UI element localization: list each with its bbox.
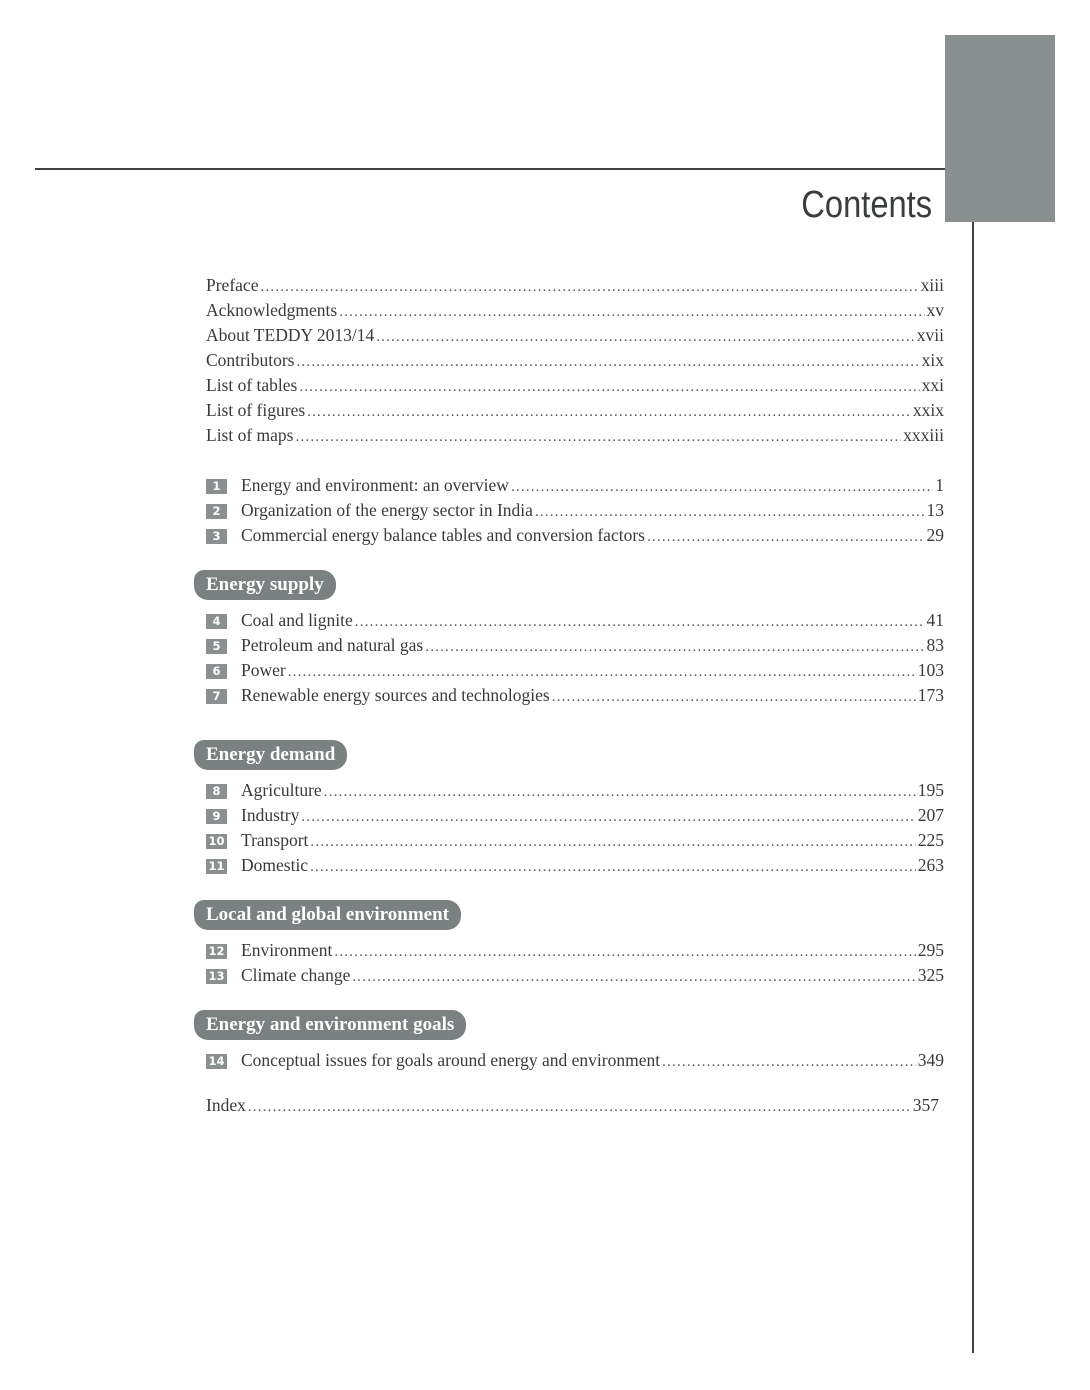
chapter-number-badge: 5: [206, 639, 227, 654]
toc-entry-label: Renewable energy sources and technologies: [241, 685, 550, 705]
leader-dots: [535, 504, 925, 521]
toc-entry-label: Commercial energy balance tables and conversion factors: [241, 525, 645, 545]
toc-chapter-4[interactable]: [206, 610, 944, 632]
toc-page-number: xiii: [920, 275, 944, 295]
toc-page-number: xv: [926, 300, 944, 320]
toc-entry-label: Petroleum and natural gas: [241, 635, 424, 655]
toc-entry-label: Conceptual issues for goals around energy and environment: [241, 1050, 661, 1070]
leader-dots: [299, 379, 919, 396]
toc-page-number: xvii: [916, 325, 944, 345]
toc-entry-label: List of maps: [206, 425, 294, 445]
vertical-rule: [972, 222, 974, 1353]
leader-dots: [307, 404, 911, 421]
page-title: Contents: [801, 184, 932, 226]
leader-dots: [310, 834, 915, 851]
leader-dots: [310, 859, 916, 876]
leader-dots: [511, 479, 933, 496]
leader-dots: [425, 639, 924, 656]
toc-entry-label: Coal and lignite: [241, 610, 353, 630]
toc-entry-label: Organization of the energy sector in India: [241, 500, 533, 520]
chapter-number-badge: 14: [206, 1054, 227, 1069]
toc-chapter-11[interactable]: [206, 855, 944, 877]
leader-dots: [662, 1054, 916, 1071]
toc-entry-label: Domestic: [241, 855, 309, 875]
chapter-number-badge: 12: [206, 944, 227, 959]
toc-page-number: 263: [917, 855, 944, 875]
toc-entry-index[interactable]: [206, 1095, 939, 1117]
toc-chapter-13[interactable]: [206, 965, 944, 987]
leader-dots: [260, 279, 918, 296]
toc-chapter-7[interactable]: [206, 685, 944, 707]
toc-page-number: 103: [917, 660, 944, 680]
toc-chapter-1[interactable]: [206, 475, 944, 497]
toc-chapter-12[interactable]: [206, 940, 944, 962]
section-heading-energy-demand: Energy demand: [194, 740, 347, 770]
leader-dots: [355, 614, 925, 631]
toc-entry-list-of-figures[interactable]: [206, 400, 944, 422]
toc-chapter-14[interactable]: [206, 1050, 944, 1072]
toc-page-number: 41: [926, 610, 944, 630]
toc-entry-label: Acknowledgments: [206, 300, 338, 320]
toc-entry-preface[interactable]: [206, 275, 944, 297]
chapter-number-badge: 1: [206, 479, 227, 494]
toc-entry-label: List of figures: [206, 400, 306, 420]
toc-page-number: 1: [935, 475, 944, 495]
leader-dots: [339, 304, 924, 321]
toc-entry-about[interactable]: [206, 325, 944, 347]
toc-entry-acknowledgments[interactable]: [206, 300, 944, 322]
chapter-number-badge: 10: [206, 834, 227, 849]
leader-dots: [647, 529, 925, 546]
toc-page-number: xxi: [921, 375, 944, 395]
toc-page-number: 295: [917, 940, 944, 960]
toc-entry-label: Agriculture: [241, 780, 322, 800]
section-heading-energy-environment-goals: Energy and environment goals: [194, 1010, 466, 1040]
toc-page-number: 225: [917, 830, 944, 850]
toc-page-number: xix: [921, 350, 944, 370]
chapter-number-badge: 11: [206, 859, 227, 874]
toc-chapter-3[interactable]: [206, 525, 944, 547]
leader-dots: [334, 944, 915, 961]
toc-chapter-8[interactable]: [206, 780, 944, 802]
toc-chapter-9[interactable]: [206, 805, 944, 827]
toc-chapter-10[interactable]: [206, 830, 944, 852]
horizontal-rule: [35, 168, 945, 170]
toc-entry-label: Power: [241, 660, 286, 680]
leader-dots: [301, 809, 915, 826]
chapter-number-badge: 6: [206, 664, 227, 679]
toc-page-number: 13: [926, 500, 944, 520]
leader-dots: [248, 1099, 911, 1116]
toc-entry-label: Industry: [241, 805, 300, 825]
leader-dots: [288, 664, 916, 681]
toc-entry-contributors[interactable]: [206, 350, 944, 372]
toc-page-number: 207: [917, 805, 944, 825]
toc-page-number: 357: [912, 1095, 939, 1115]
toc-chapter-5[interactable]: [206, 635, 944, 657]
chapter-number-badge: 4: [206, 614, 227, 629]
toc-page-number: xxxiii: [903, 425, 944, 445]
chapter-number-badge: 7: [206, 689, 227, 704]
chapter-number-badge: 13: [206, 969, 227, 984]
toc-chapter-6[interactable]: [206, 660, 944, 682]
chapter-number-badge: 9: [206, 809, 227, 824]
toc-chapter-2[interactable]: [206, 500, 944, 522]
chapter-number-badge: 3: [206, 529, 227, 544]
section-heading-local-global-environment: Local and global environment: [194, 900, 461, 930]
toc-entry-label: List of tables: [206, 375, 298, 395]
leader-dots: [352, 969, 915, 986]
toc-entry-list-of-tables[interactable]: [206, 375, 944, 397]
toc-entry-list-of-maps[interactable]: [206, 425, 944, 447]
chapter-tab-block: [945, 35, 1055, 222]
toc-entry-label: Contributors: [206, 350, 295, 370]
toc-entry-label: Preface: [206, 275, 259, 295]
toc-entry-label: Energy and environment: an overview: [241, 475, 509, 495]
toc-page-number: 29: [926, 525, 944, 545]
leader-dots: [324, 784, 916, 801]
toc-entry-label: Environment: [241, 940, 333, 960]
leader-dots: [296, 429, 902, 446]
toc-page-number: 195: [917, 780, 944, 800]
toc-page-number: 83: [926, 635, 944, 655]
leader-dots: [296, 354, 919, 371]
toc-entry-label: Transport: [241, 830, 309, 850]
toc-entry-label: About TEDDY 2013/14: [206, 325, 375, 345]
leader-dots: [552, 689, 916, 706]
toc-entry-label: Climate change: [241, 965, 351, 985]
toc-entry-label: Index: [206, 1095, 246, 1115]
chapter-number-badge: 2: [206, 504, 227, 519]
section-heading-energy-supply: Energy supply: [194, 570, 336, 600]
toc-page-number: 325: [917, 965, 944, 985]
toc-page-number: 349: [917, 1050, 944, 1070]
leader-dots: [376, 329, 915, 346]
chapter-number-badge: 8: [206, 784, 227, 799]
toc-page-number: 173: [917, 685, 944, 705]
toc-page-number: xxix: [912, 400, 944, 420]
